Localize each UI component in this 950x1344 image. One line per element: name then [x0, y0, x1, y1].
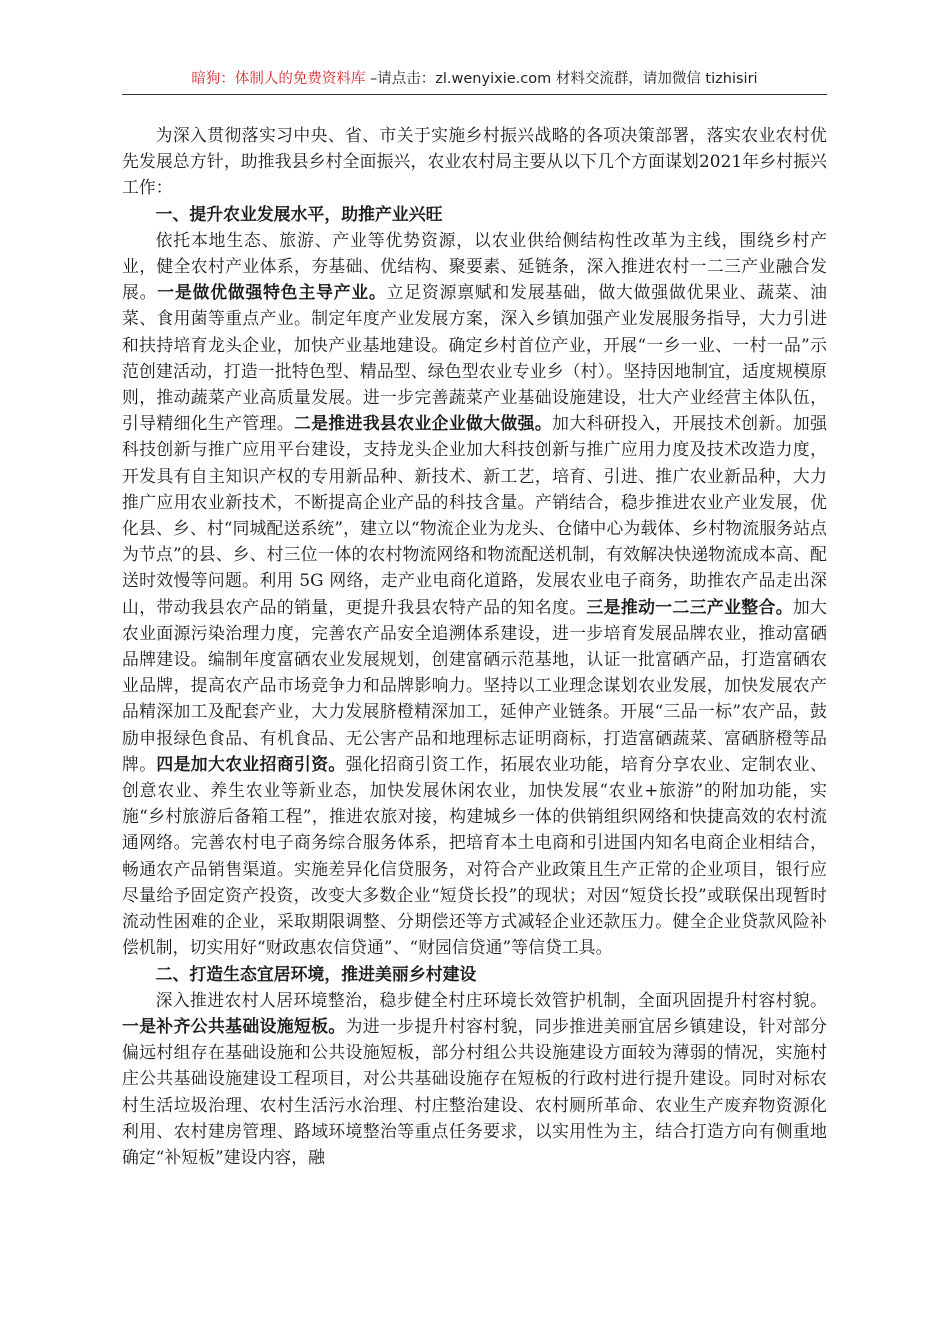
- s1-text-b: 立足资源禀赋和发展基础，做大做强做优果业、蔬菜、油菜、食用菌等重点产业。制定年度产业发展方案，深入乡镇加强产业发展服务指导，大力引进和扶持培育龙头企业，加快产业基地建设。确定乡村首位产业，开展“一乡一业、一村一品”示范创建活动，打造一批特色型、精品型、绿色型农业专业乡（村）。坚持因地制宜，适度规模原则，推动蔬菜产业高质量发展。进一步完善蔬菜产业基础设施建设，壮大产业经营主体队伍，引导精细化生产管理。: [122, 282, 827, 434]
- s1-point-2: 二是推进我县农业企业做大做强。: [294, 413, 553, 434]
- s1-text-a: 依托本地生态、旅游、产业等优势资源，以农业供给侧结构性改革为主线，围绕乡村产业，健全农村产业体系，夯基础、优结构、聚要素、延链条，深入推进农村一二三产业融合发展。: [122, 229, 827, 303]
- section-1-heading: 一、提升农业发展水平，助推产业兴旺: [155, 203, 443, 224]
- header-site-name: 暗狗：体制人的免费资料库: [191, 71, 366, 87]
- s2-text-a: 深入推进农村人居环境整治，稳步健全村庄环境长效管护机制，全面巩固提升村容村貌。: [155, 989, 827, 1010]
- page-header: [122, 64, 827, 94]
- document-body: [122, 122, 827, 1170]
- header-click-prompt: –请点击：: [365, 71, 436, 87]
- intro-paragraph: 为深入贯彻落实习中央、省、市关于实施乡村振兴战略的各项决策部署，落实农业农村优先发展总方针，助推我县乡村全面振兴，农业农村局主要从以下几个方面谋划2021年乡村振兴工作：: [122, 125, 827, 198]
- section-1-paragraph: [122, 227, 827, 961]
- s1-text-d: 加大农业面源污染治理力度，完善农产品安全追溯体系建设，进一步培育发展品牌农业，推动富硒品牌建设。编制年度富硒农业发展规划，创建富硒示范基地，认证一批富硒产品，打造富硒农业品牌，提高农产品市场竞争力和品牌影响力。坚持以工业理念谋划农业发展，加快发展农产品精深加工及配套产业，大力发展脐橙精深加工，延伸产业链条。开展“三品一标”农产品，鼓励申报绿色食品、有机食品、无公害产品和地理标志证明商标，打造富硒蔬菜、富硒脐橙等品牌。: [122, 596, 828, 774]
- s2-text-b: 为进一步提升村容村貌，同步推进美丽宜居乡镇建设，针对部分偏远村组存在基础设施和公共设施短板，部分村组公共设施建设方面较为薄弱的情况，实施村庄公共基础设施建设工程项目，对公共基础设施存在短板的行政村进行提升建设。同时对标农村生活垃圾治理、农村生活污水治理、村庄整治建设、农村厕所革命、农业生产废弃物资源化利用、农村建房管理、路域环境整治等重点任务要求，以实用性为主，结合打造方向有侧重地确定“补短板”建设内容，融: [122, 1015, 827, 1167]
- s1-text-c: 加大科研投入，开展技术创新。加强科技创新与推广应用平台建设，支持龙头企业加大科技创新与推广应用力度及技术改造力度，开发具有自主知识产权的专用新品种、新技术、新工艺，培育、引进、推广农业新品种，大力推广应用农业新技术，不断提高企业产品的科技含量。产销结合，稳步推进农业产业发展，优化县、乡、村“同城配送系统”，建立以“物流企业为龙头、仓储中心为载体、乡村物流服务站点为节点”的县、乡、村三位一体的农村物流网络和物流配送机制，有效解决快递物流成本高、配送时效慢等问题。利用 5G 网络，走产业电商化道路，发展农业电子商务，助推农产品走出深山，带动我县农产品的销量，更提升我县农特产品的知名度。: [122, 413, 827, 617]
- s1-point-1: 一是做优做强特色主导产业。: [157, 282, 387, 303]
- header-url-link[interactable]: zl.wenyixie.com: [435, 71, 552, 87]
- section-2-paragraph: [122, 987, 827, 1170]
- s1-text-e: 强化招商引资工作，拓展农业功能，培育分享农业、定制农业、创意农业、养生农业等新业态，加快发展休闲农业，加快发展“农业+旅游”的附加功能，实施“乡村旅游后备箱工程”，推进农旅对接，构建城乡一体的供销组织网络和快捷高效的农村流通网络。完善农村电子商务综合服务体系，把培育本土电商和引进国内知名电商企业相结合，畅通农产品销售渠道。实施差异化信贷服务，对符合产业政策且生产正常的企业项目，银行应尽量给予固定资产投资，改变大多数企业“短贷长投”的现状；对因“短贷长投”或联保出现暂时流动性困难的企业，采取期限调整、分期偿还等方式减轻企业还款压力。健全企业贷款风险补偿机制，切实用好“财政惠农信贷通”、“财园信贷通”等信贷工具。: [122, 753, 827, 958]
- header-wechat-note: 材料交流群，请加微信 tizhisiri: [551, 71, 758, 87]
- header-divider: [122, 94, 827, 95]
- s2-point-1: 一是补齐公共基础设施短板。: [122, 1015, 346, 1036]
- section-2-heading: 二、打造生态宜居环境，推进美丽乡村建设: [155, 963, 477, 984]
- s1-point-3: 三是推动一二三产业整合。: [586, 596, 793, 617]
- s1-point-4: 四是加大农业招商引资。: [156, 753, 346, 774]
